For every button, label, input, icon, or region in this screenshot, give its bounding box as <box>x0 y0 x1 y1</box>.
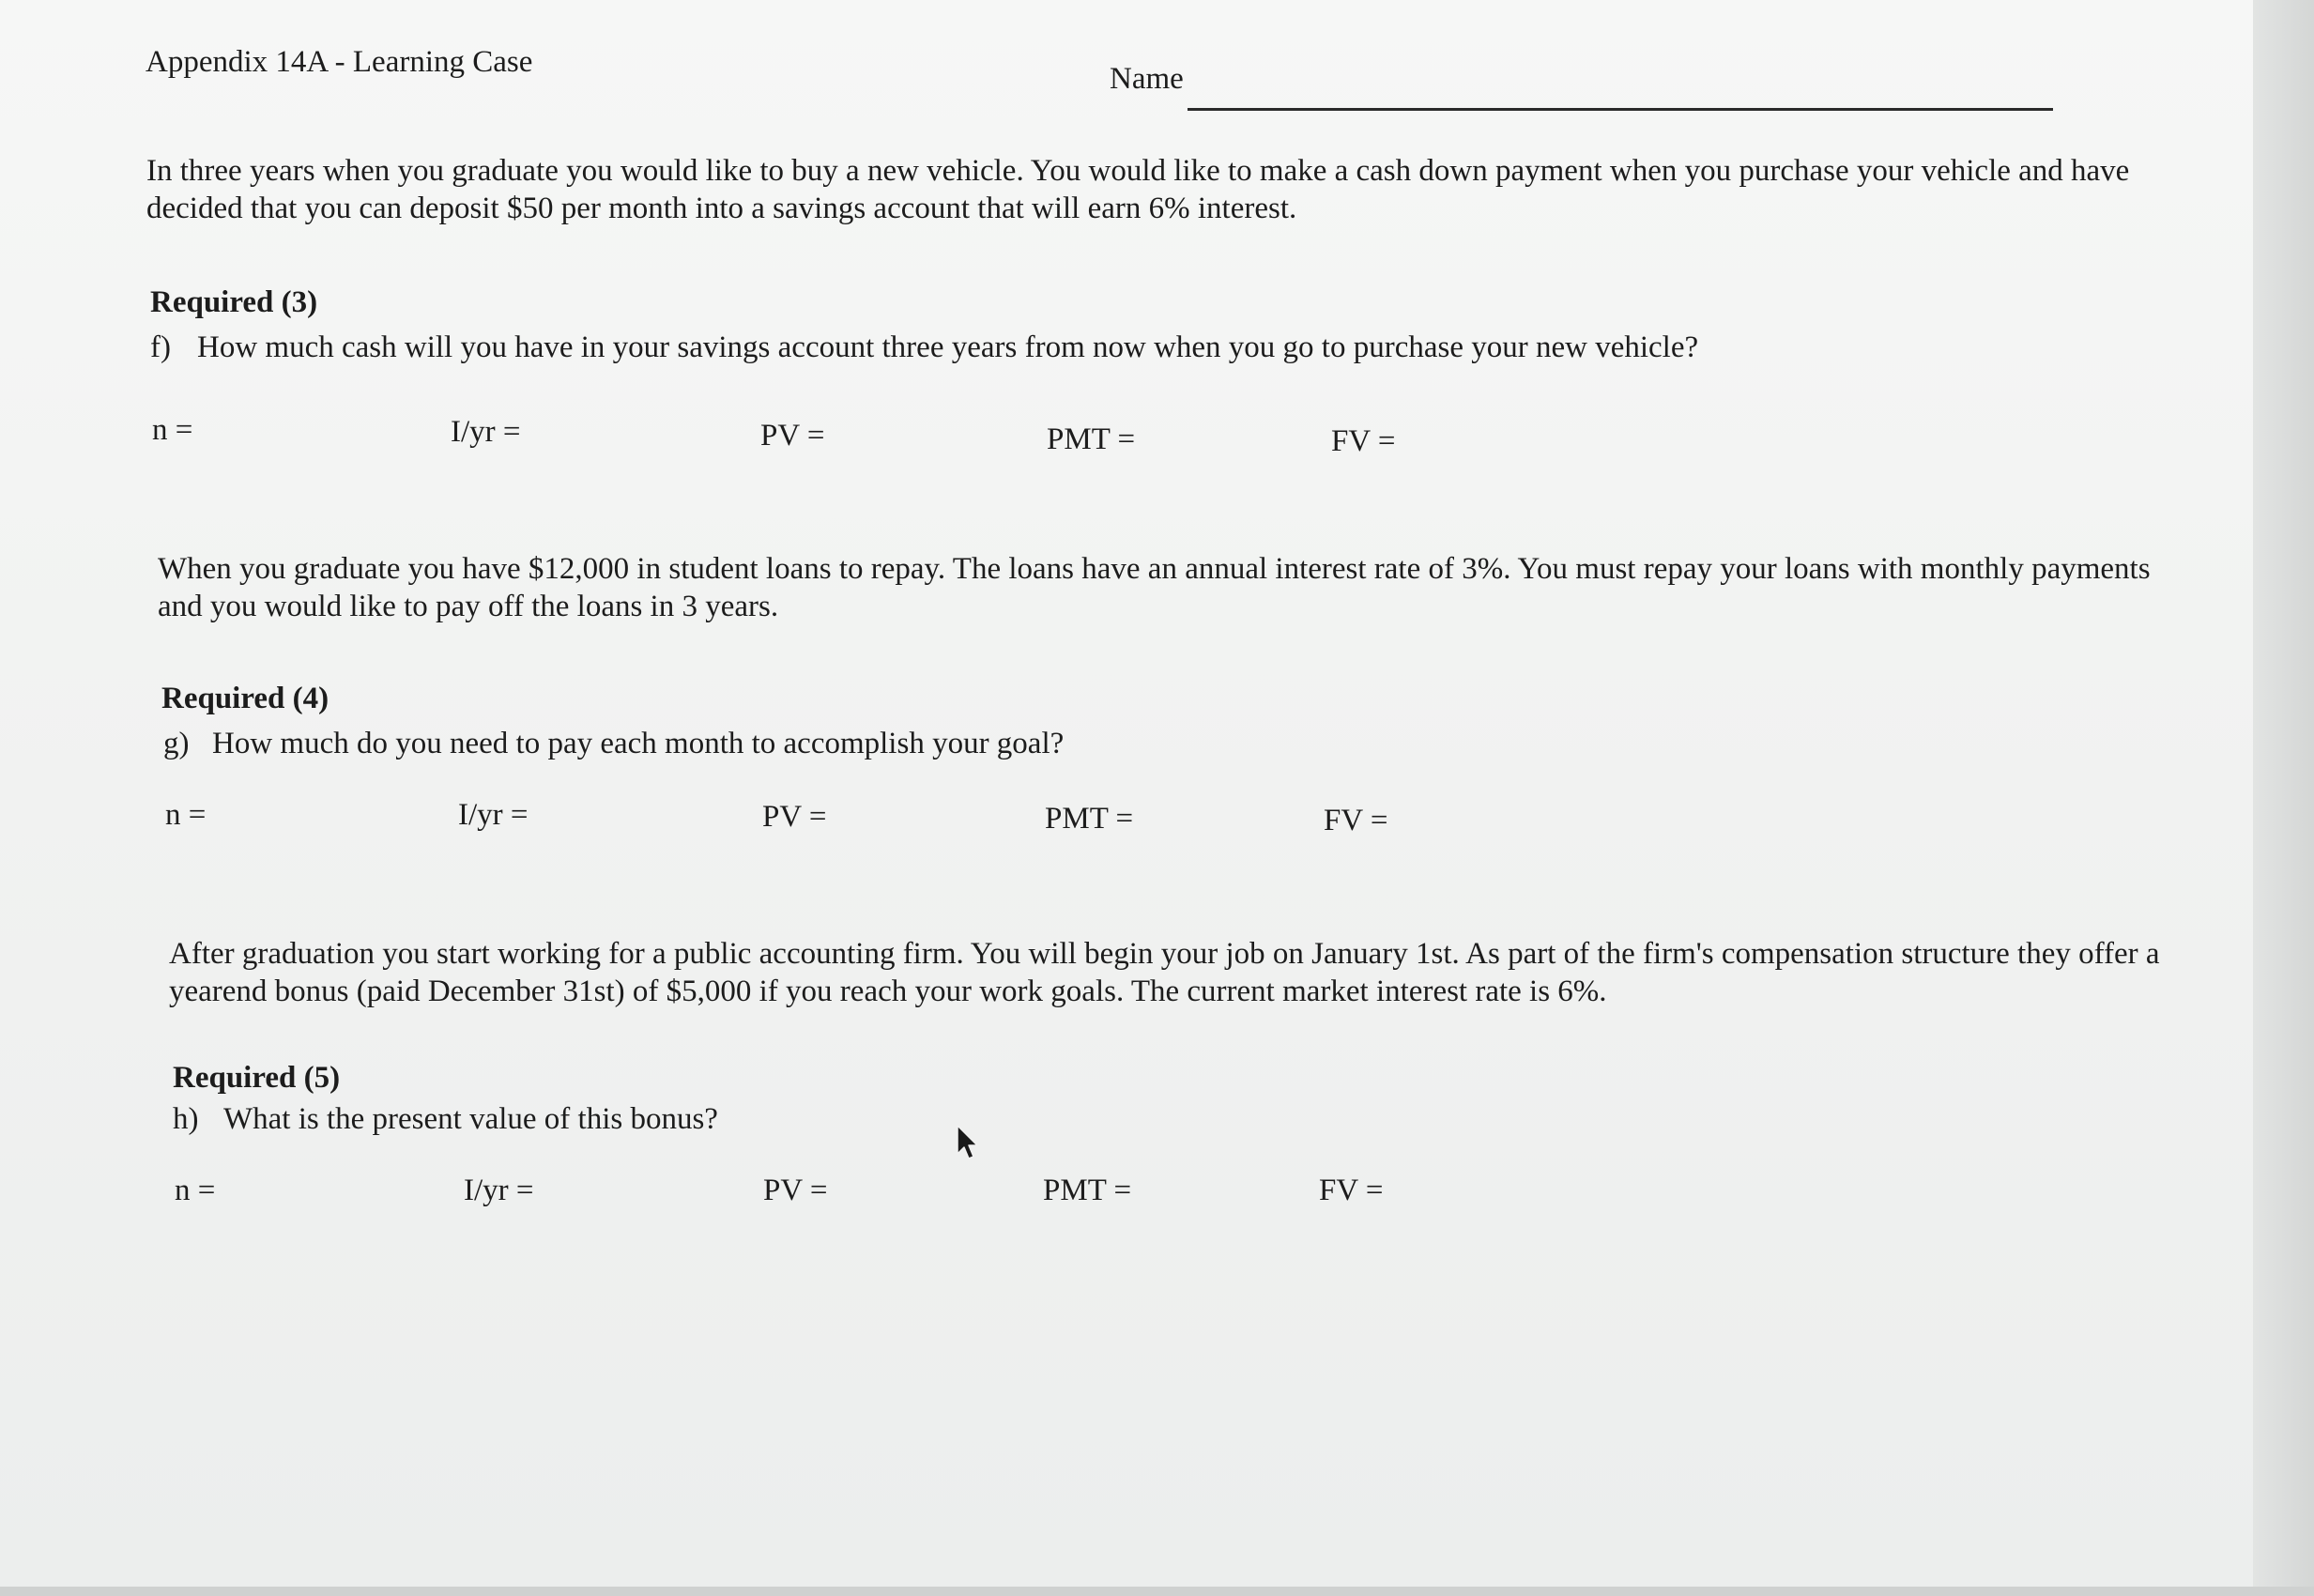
required-4-heading: Required (4) <box>161 682 329 715</box>
var-fv: FV = <box>1331 424 1396 458</box>
name-label: Name <box>1110 62 1184 96</box>
section-4-intro <box>158 550 2151 625</box>
var-pmt: PMT = <box>1047 422 1136 456</box>
var-pmt: PMT = <box>1045 802 1134 836</box>
question-f-letter: f) <box>150 330 171 364</box>
question-h-letter: h) <box>173 1102 199 1136</box>
var-fv: FV = <box>1319 1174 1384 1207</box>
var-pv: PV = <box>763 1174 828 1207</box>
mouse-pointer-icon <box>956 1124 980 1161</box>
intro-line: and you would like to pay off the loans in 3 years. <box>158 590 779 623</box>
intro-line: yearend bonus (paid December 31st) of $5,000 if you reach your work goals. The current market interest rate is 6%. <box>169 974 1607 1008</box>
section-3-intro <box>146 152 2129 227</box>
intro-line: When you graduate you have $12,000 in student loans to repay. The loans have an annual interest rate of 3%. You must repay your loans with monthly payments <box>158 552 2151 586</box>
document-title: Appendix 14A - Learning Case <box>146 45 533 79</box>
var-i-yr: I/yr = <box>451 415 521 449</box>
var-i-yr: I/yr = <box>458 798 529 832</box>
var-pv: PV = <box>760 419 825 453</box>
intro-line: decided that you can deposit $50 per month into a savings account that will earn 6% interest. <box>146 192 1297 225</box>
intro-line: In three years when you graduate you would like to buy a new vehicle. You would like to make a cash down payment when you purchase your vehicle and have <box>146 154 2130 188</box>
screen-edge <box>2253 0 2314 1596</box>
question-g-text: How much do you need to pay each month to accomplish your goal? <box>212 727 1065 760</box>
var-i-yr: I/yr = <box>464 1174 534 1207</box>
intro-line: After graduation you start working for a public accounting firm. You will begin your job on January 1st. As part of the firm's compensation structure they offer a <box>169 937 2160 971</box>
var-n: n = <box>175 1174 216 1207</box>
required-3-heading: Required (3) <box>150 285 318 319</box>
question-g-letter: g) <box>163 727 190 760</box>
question-f-text: How much cash will you have in your savings account three years from now when you go to purchase your new vehicle? <box>197 330 1699 364</box>
name-field-line[interactable] <box>1188 108 2053 111</box>
question-h-text: What is the present value of this bonus? <box>223 1102 718 1136</box>
var-fv: FV = <box>1324 804 1388 837</box>
screen-bottom-edge <box>0 1587 2314 1596</box>
var-n: n = <box>165 798 207 832</box>
required-5-heading: Required (5) <box>173 1061 341 1095</box>
var-pv: PV = <box>762 800 827 834</box>
section-5-intro <box>169 935 2160 1010</box>
var-pmt: PMT = <box>1043 1174 1132 1207</box>
var-n: n = <box>152 413 193 447</box>
